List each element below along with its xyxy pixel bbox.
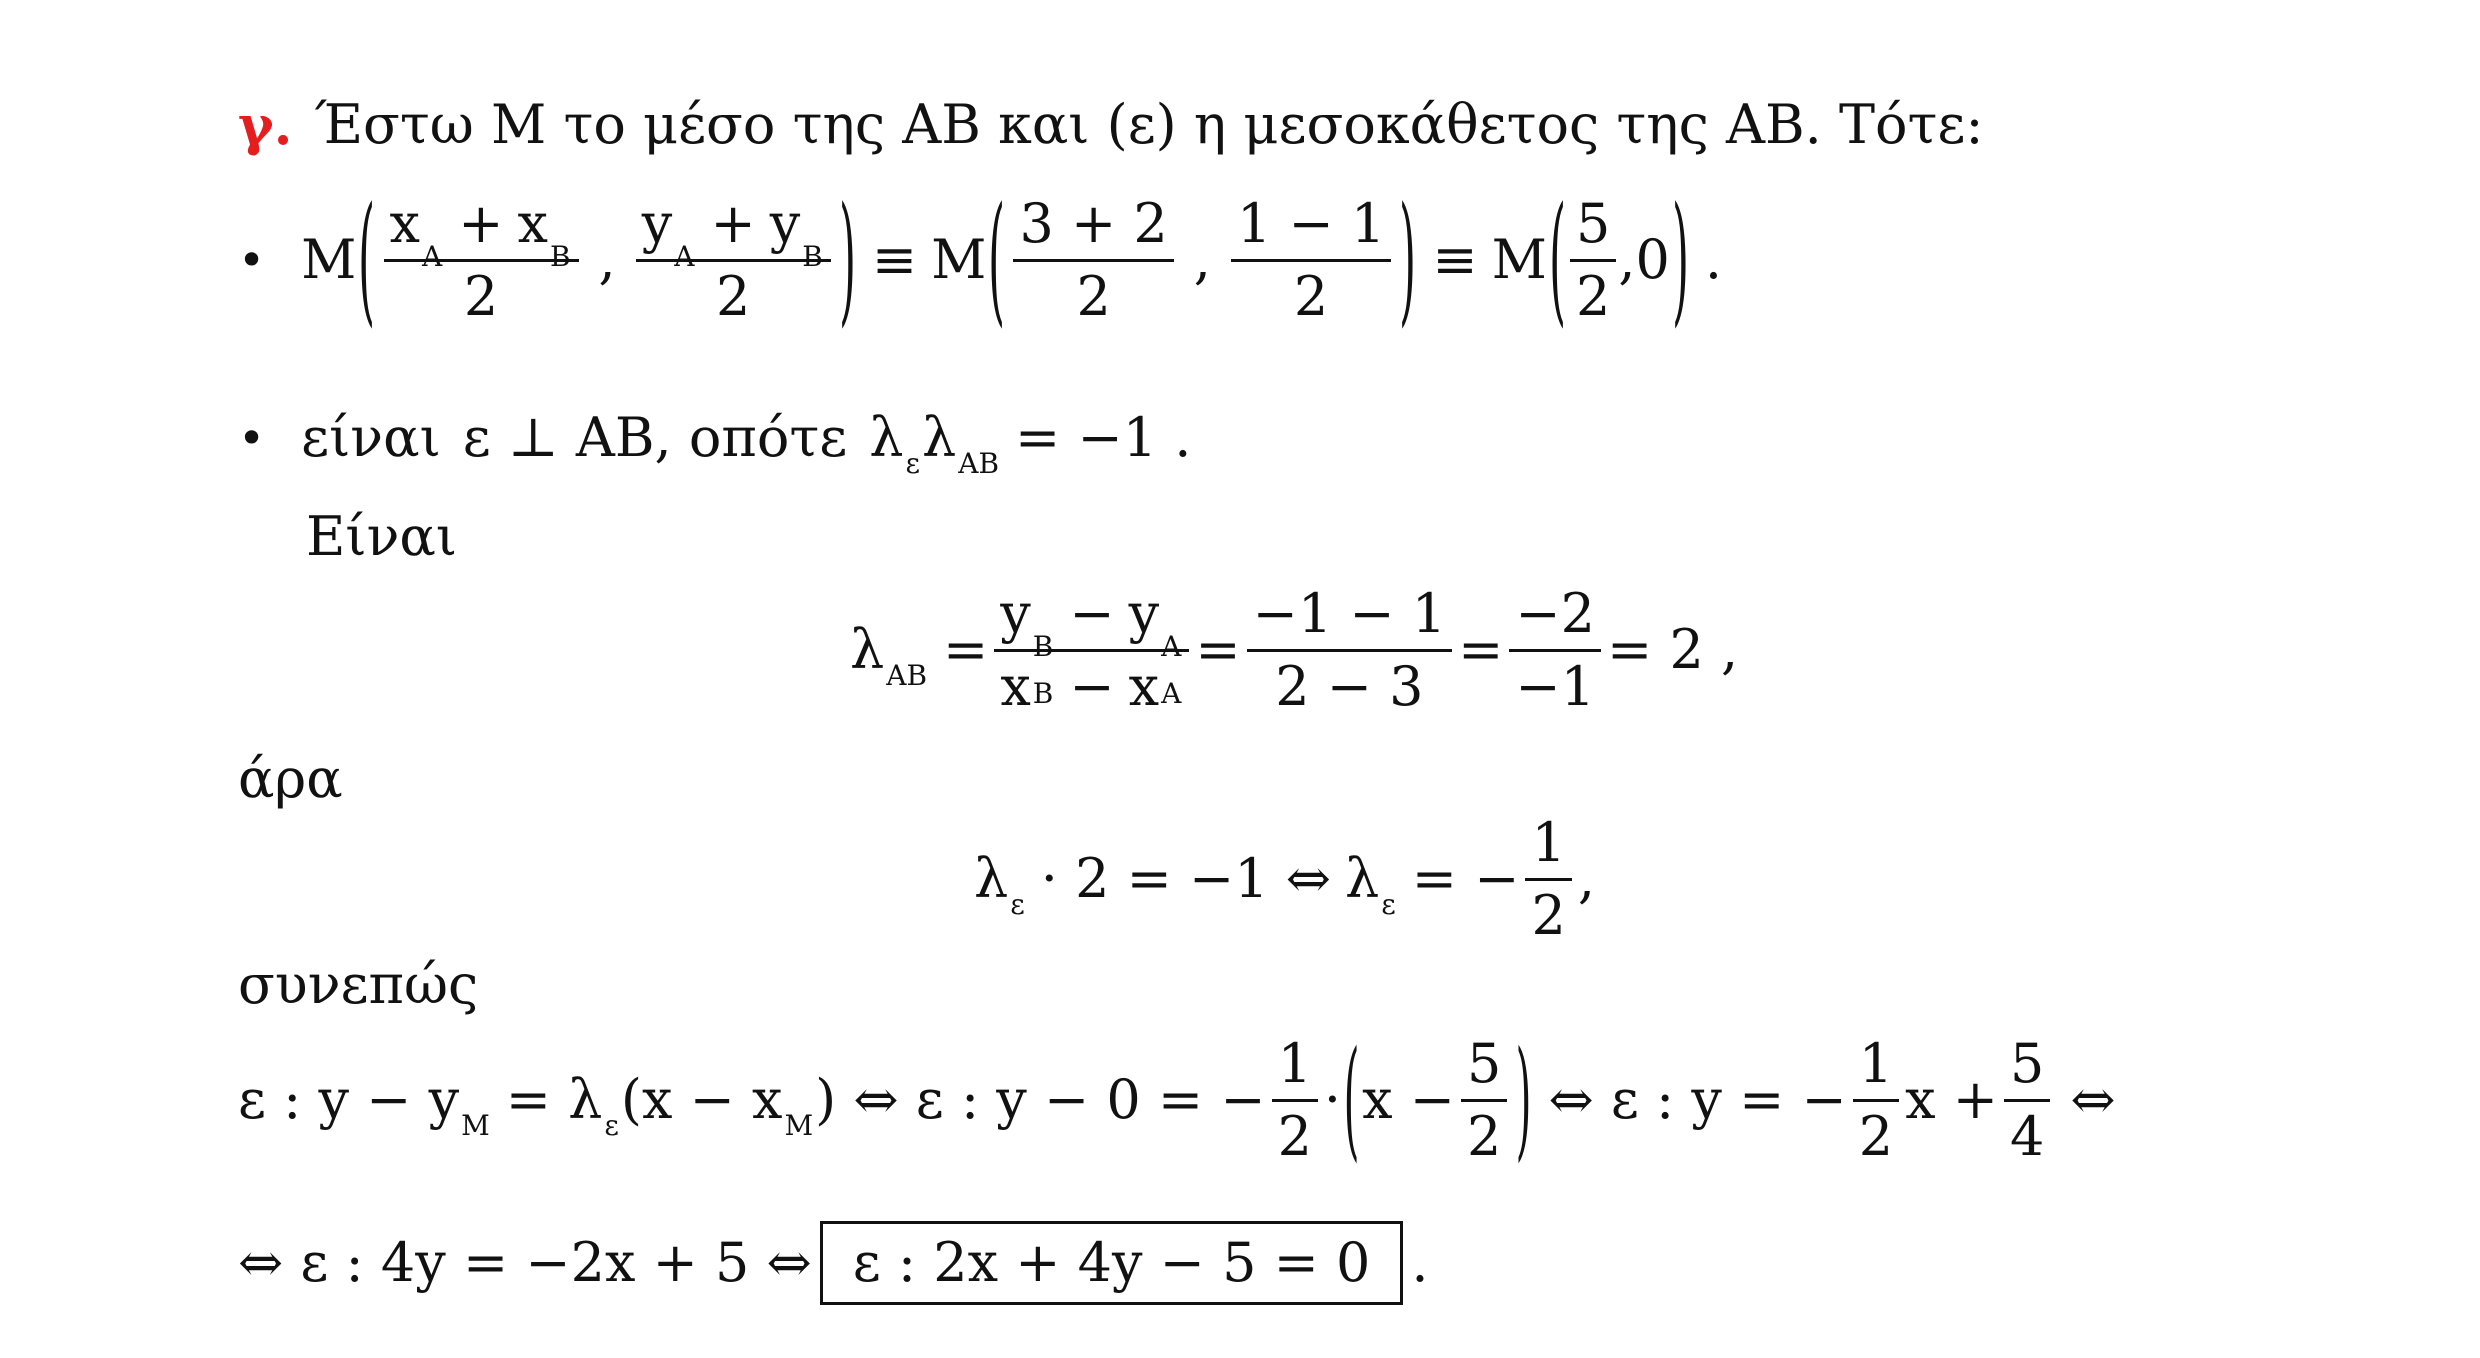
left-paren: ( xyxy=(358,176,376,341)
midpoint-line xyxy=(238,176,1723,341)
rhs: = −1 . xyxy=(1015,406,1192,469)
period: . xyxy=(1704,228,1723,291)
text-einai-2: Είναι xyxy=(306,505,458,568)
equals-2: = xyxy=(1195,618,1241,681)
part-label: γ. xyxy=(238,93,293,157)
equals-3: = xyxy=(1458,618,1504,681)
midpoint-M: M xyxy=(301,228,357,291)
lambda: λ xyxy=(850,618,885,681)
left-paren: ( xyxy=(1343,1023,1360,1175)
fraction-minus2-minus1: $\frac{-2}{-1}$ xyxy=(1509,587,1601,714)
fraction-2: $\frac{5}{2}$ xyxy=(1461,1037,1507,1164)
times-two-equals: · 2 = −1 ⇔ xyxy=(1040,847,1332,910)
equiv-sign: ≡ xyxy=(871,228,918,291)
fraction-x-mid: x A + x B 2 xyxy=(384,197,579,324)
fraction-values: $\frac{-1 - 1}{2 - 3}$ xyxy=(1247,587,1453,714)
final-equation xyxy=(238,1218,1429,1308)
right-paren-2: ) xyxy=(1399,176,1417,341)
left-paren-2: ( xyxy=(988,176,1006,341)
heading-line xyxy=(238,93,1984,157)
left-paren-3: ( xyxy=(1548,176,1566,341)
midpoint-M2: M xyxy=(931,228,987,291)
right-paren-3: ) xyxy=(1671,176,1689,341)
text-synepos: συνεπώς xyxy=(238,953,479,1016)
right-paren: ) xyxy=(1516,1023,1532,1175)
equiv-sign-2: ≡ xyxy=(1432,228,1478,291)
equals: = xyxy=(943,618,989,681)
lambda-eps-equation: λ ε · 2 = −1 ⇔ λ ε = − $\frac{1}{2}$ , xyxy=(974,810,1595,947)
eq-part-1: ε : y − y xyxy=(238,1068,460,1131)
eq-part-7: ⇔ xyxy=(2070,1068,2116,1131)
fraction-1-minus-1: $\frac{1 - 1}{2}$ xyxy=(1231,197,1391,324)
comma-2: , xyxy=(1193,228,1211,291)
comma: , xyxy=(1577,847,1595,910)
fraction-slope-formula: y B − y A x B − x A xyxy=(994,587,1189,714)
text-einai: είναι xyxy=(301,406,441,469)
fraction-5-over-2: $\frac{5}{2}$ xyxy=(1570,197,1616,324)
right-paren: ) xyxy=(838,176,856,341)
eq-part-5: ⇔ ε : y = − xyxy=(1548,1068,1847,1131)
bullet-1: • xyxy=(238,233,266,287)
dot: · xyxy=(1323,1068,1342,1131)
inner-x-minus: x − xyxy=(1362,1068,1456,1131)
midpoint-M3: M xyxy=(1491,228,1547,291)
fraction-4: $\frac{5}{4}$ xyxy=(2004,1037,2050,1164)
line-equation: ε : y − y M = λ ε (x − x M ) ⇔ ε : y − 0 = − $\frac{1}{2}$ · ( x − $\frac{5}{2}$ ) ⇔ ε : y = − $\frac{1}{2}$ x + $\frac{5}{4}$ ⇔ xyxy=(238,1023,2116,1175)
lambda: λ xyxy=(869,406,904,469)
equals-minus: = − xyxy=(1411,847,1520,910)
slope-result: = 2 , xyxy=(1607,618,1739,681)
text-ara: άρα xyxy=(238,747,343,810)
final-text: ⇔ ε : 4y = −2x + 5 ⇔ xyxy=(238,1231,812,1294)
slope-equation: λ AB = y B − y A x B − x A = $\frac{-1 - 1}{2 - 3}$ = $\frac{-2}{-1}$ = 2 , xyxy=(850,581,1739,718)
period: . xyxy=(1411,1231,1429,1294)
eq-part-3: (x − x xyxy=(620,1068,783,1131)
fraction-one-half: $\frac{1}{2}$ xyxy=(1525,816,1571,943)
fraction-1: $\frac{1}{2}$ xyxy=(1272,1037,1318,1164)
lambda: λ xyxy=(974,847,1009,910)
eps-perp-ab: ε ⊥ AB xyxy=(462,406,655,469)
comma: , xyxy=(598,228,616,291)
bullet-2: • xyxy=(238,411,266,465)
heading-text: Έστω M το μέσο της AB και (ε) η μεσοκάθετος της AB. Τότε: xyxy=(314,93,1984,156)
fraction-y-mid: y A + y B 2 xyxy=(636,197,831,324)
text-opote: , οπότε xyxy=(654,406,848,469)
perp-line: • είναι ε ⊥ AB , οπότε λ ε λ AB = −1 . xyxy=(238,406,1192,480)
fraction-3-plus-2: $\frac{3 + 2}{2}$ xyxy=(1013,197,1173,324)
lambda-2: λ xyxy=(1345,847,1380,910)
lambda-2: λ xyxy=(922,406,957,469)
eq-part-6: x + xyxy=(1905,1068,1998,1131)
eq-part-2: = λ xyxy=(505,1068,603,1131)
eq-part-4: ) ⇔ ε : y − 0 = − xyxy=(815,1068,1266,1131)
zero-coord: ,0 xyxy=(1618,228,1670,291)
boxed-answer: ε : 2x + 4y − 5 = 0 xyxy=(820,1221,1404,1305)
fraction-3: $\frac{1}{2}$ xyxy=(1853,1037,1899,1164)
